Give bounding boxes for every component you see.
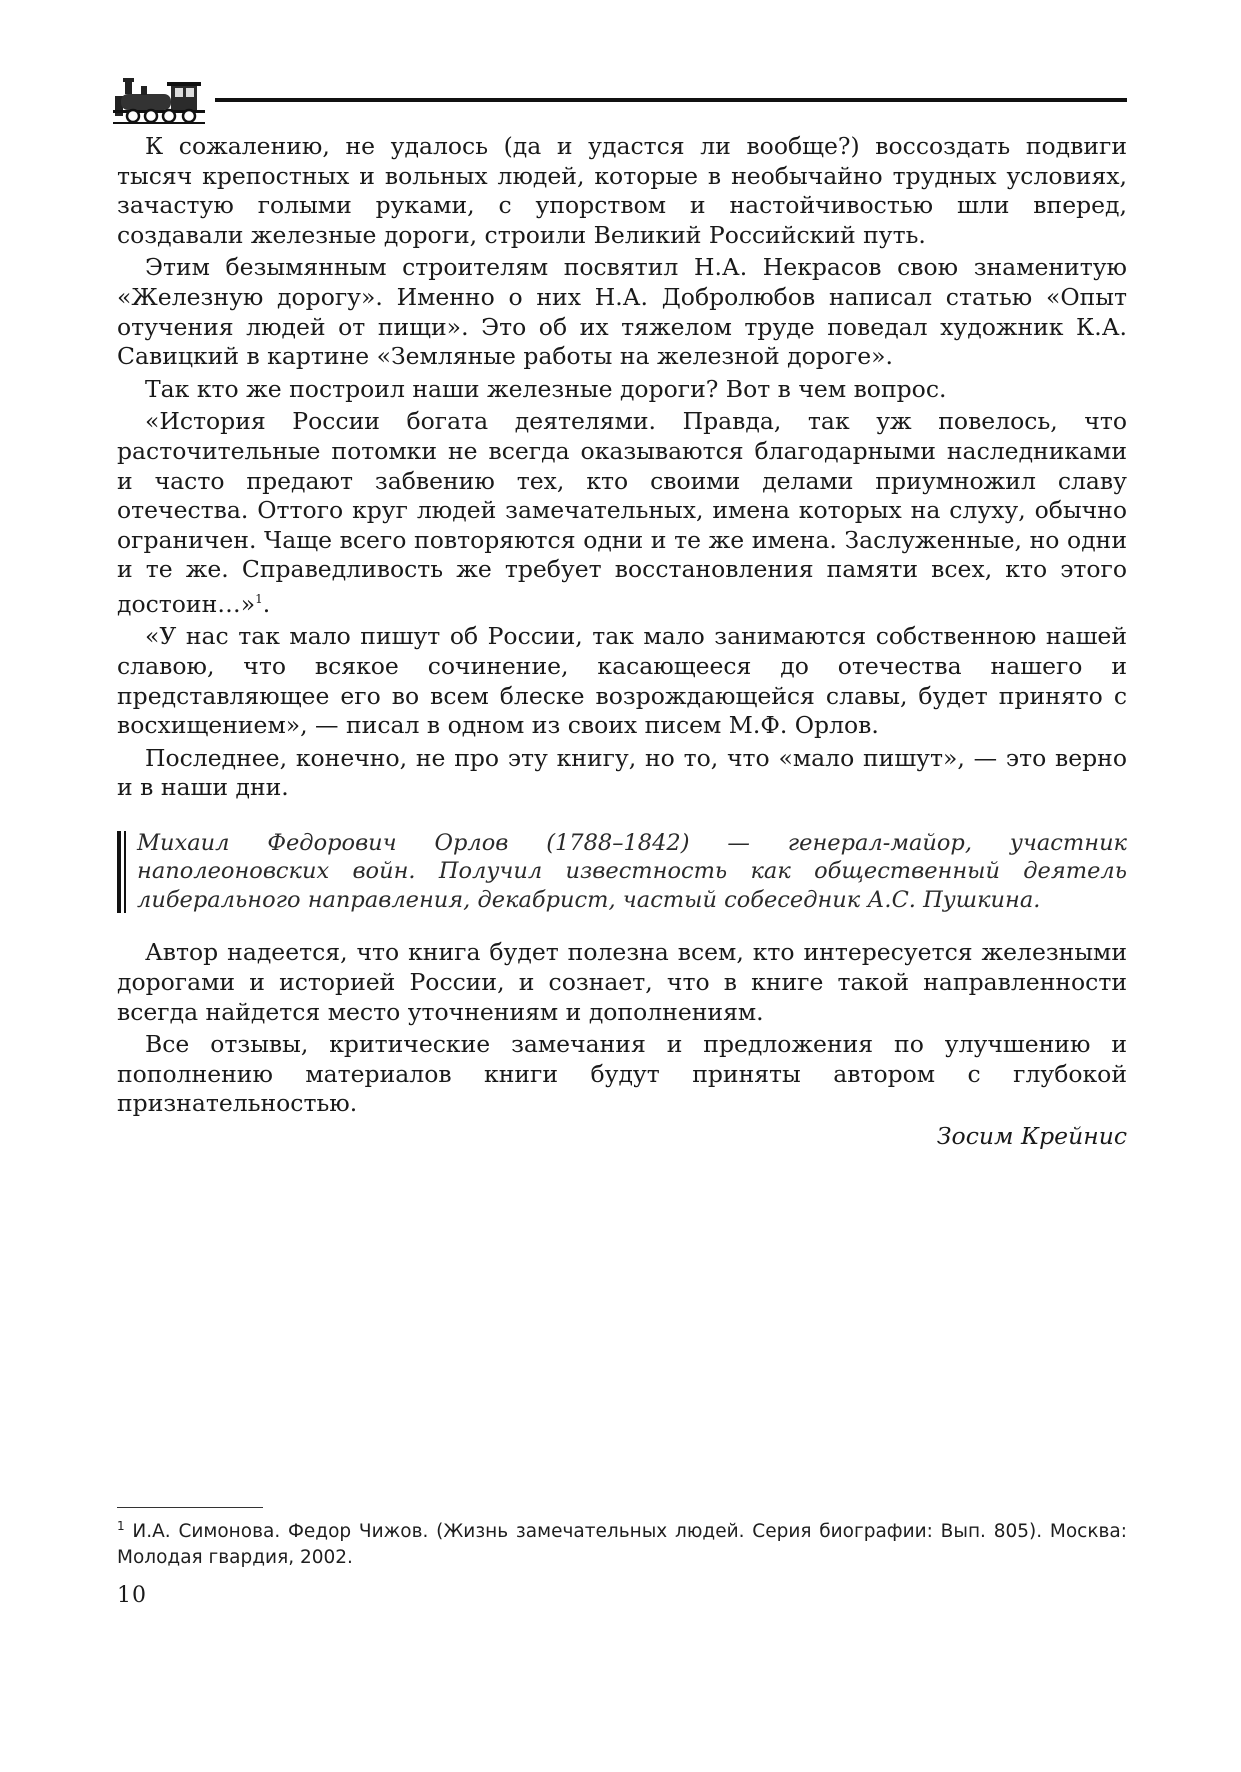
paragraph: Этим безымянным строителям посвятил Н.А. Некрасов свою знаменитую «Железную дорогу». Именно о них Н.А. Добролюбов написал статью «Опыт отучения людей от пищи». Это об их тяжелом труде поведал художник К.А. Савицкий в картине «Земляные работы на железной дороге». xyxy=(117,253,1127,371)
note-bar xyxy=(117,831,121,913)
running-header xyxy=(113,76,1127,126)
side-note xyxy=(117,829,1127,915)
footnote-ref: 1 xyxy=(255,591,263,606)
paragraph: Все отзывы, критические замечания и предложения по улучшению и пополнению материалов книги будут приняты автором с глубокой признательностью. xyxy=(117,1030,1127,1118)
paragraph: «У нас так мало пишут об России, так мало занимаются собственною нашей славою, что всякое сочинение, касающееся до отечества нашего и представляющее его во всем блеске возрождающейся славы, будет принято с восхищением», — писал в одном из своих писем М.Ф. Орлов. xyxy=(117,622,1127,740)
quote-text: «История России богата деятелями. Правда, так уж повелось, что расточительные потомки не всегда оказываются благодарными наследниками и часто предают забвению тех, кто своими делами приумножил славу отечества. Оттого круг людей замечательных, имена которых на слуху, обычно ограничен. Чаще всего повторяются одни и те же имена. Заслуженные, но одни и те же. Справедливость же требует восстановления памяти всех, кто этого достоин…» xyxy=(117,407,1127,618)
header-rule xyxy=(215,98,1127,102)
author-signature: Зосим Крейнис xyxy=(936,1121,1127,1150)
paragraph: Автор надеется, что книга будет полезна всем, кто интересуется железными дорогами и историей России, и сознает, что в книге такой направленности всегда найдется место уточнениям и дополнениям. xyxy=(117,938,1127,1026)
footnote-rule xyxy=(117,1507,263,1508)
main-text xyxy=(117,132,1127,1155)
quote-tail: . xyxy=(262,589,271,618)
note-bar-thin xyxy=(124,831,126,913)
note-text: Михаил Федорович Орлов (1788–1842) — генерал-майор, участник наполеоновских войн. Получил известность как общественный деятель либерального направления, декабрист, частый собеседник А.С. Пушкина. xyxy=(137,829,1127,913)
locomotive-icon xyxy=(113,76,205,124)
footnote xyxy=(117,1513,1127,1571)
footnote-mark: 1 xyxy=(117,1519,125,1533)
page-number: 10 xyxy=(117,1583,147,1608)
footnote-text: И.А. Симонова. Федор Чижов. (Жизнь замечательных людей. Серия биографии: Вып. 805). Москва: Молодая гвардия, 2002. xyxy=(117,1521,1127,1569)
paragraph: Так кто же построил наши железные дороги? Вот в чем вопрос. xyxy=(145,374,947,403)
paragraph-quote xyxy=(117,407,1127,619)
paragraph: К сожалению, не удалось (да и удастся ли вообще?) воссоздать подвиги тысяч крепостных и вольных людей, которые в необычайно трудных условиях, зачастую голыми руками, с упорством и настойчивостью шли вперед, создавали железные дороги, строили Великий Российский путь. xyxy=(117,132,1127,249)
paragraph: Последнее, конечно, не про эту книгу, но то, что «мало пишут», — это верно и в наши дни. xyxy=(117,743,1127,802)
